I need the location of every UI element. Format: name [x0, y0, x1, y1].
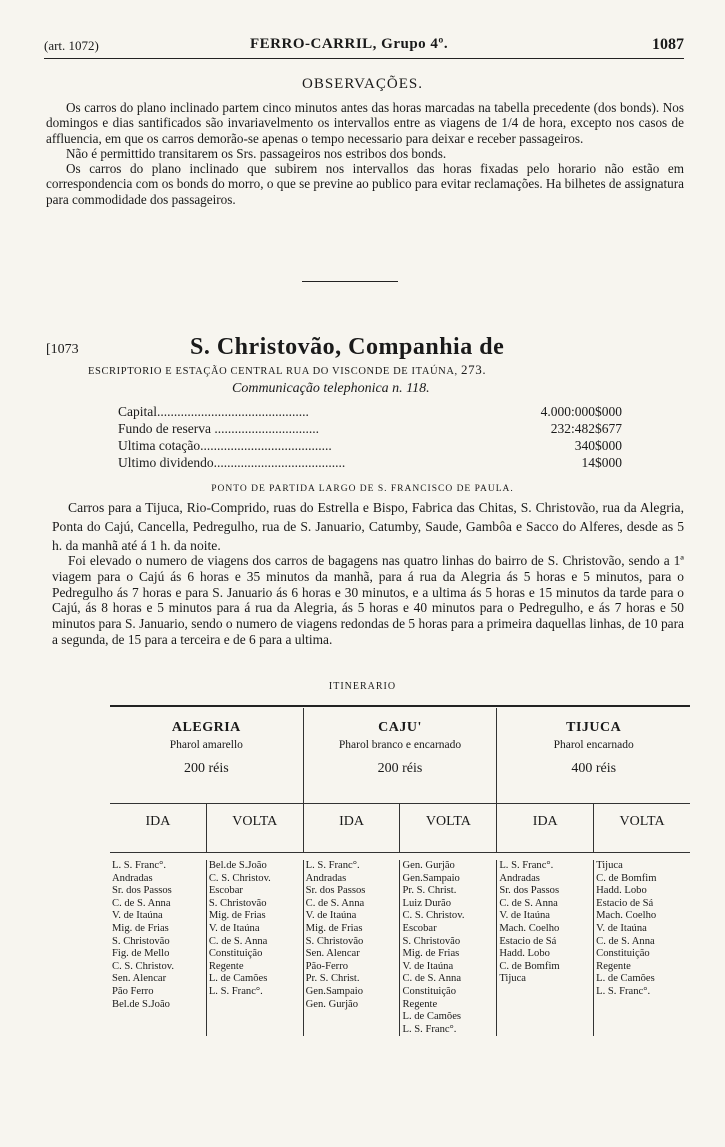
stop-name: Estacio de Sá: [596, 897, 654, 909]
stop-name: V. de Itaúna: [402, 960, 454, 972]
direction-headers: [110, 804, 690, 852]
stop-name: Constituição: [208, 948, 263, 960]
stop-name: Bel.de S.João: [112, 998, 170, 1010]
stop-name: C. S. Christov.: [402, 910, 465, 922]
stop-name: Gen. Gurjão: [402, 860, 455, 871]
route-price: 400 réis: [571, 761, 617, 776]
stop-name: L. S. Franc°.: [596, 985, 651, 997]
stop-name: Gen.Sampaio: [402, 872, 460, 884]
stops-column: [400, 860, 497, 1036]
stop-name: Mig. de Frias: [402, 948, 460, 960]
route-pharol: Pharol amarello: [169, 739, 243, 751]
route-headers: [110, 708, 690, 804]
route-price: 200 réis: [377, 761, 423, 776]
stop-name: V. de Itaúna: [596, 922, 647, 934]
direction-volta: VOLTA: [400, 804, 497, 852]
finance-row: [118, 438, 622, 455]
stop-name: Mach. Coelho: [499, 922, 560, 934]
stop-name: Sr. dos Passos: [305, 885, 366, 897]
stop-name: S. Christovão: [208, 897, 267, 909]
departure-point: PONTO DE PARTIDA LARGO DE S. FRANCISCO DE PAULA.: [211, 484, 514, 494]
stop-name: C. de S. Anna: [402, 973, 462, 985]
address-number: 273.: [461, 362, 487, 377]
stop-name: Tijuca: [596, 860, 623, 871]
stop-name: Escobar: [402, 922, 437, 934]
stop-name: Mig. de Frias: [305, 922, 363, 934]
observation-paragraph: Os carros do plano inclinado partem cinco minutos antes das horas marcadas na tabella precedente (dos bonds). Nos domingos e dias santificados são invariavelmento os intervallos entre as viagens de 1/4 de hora, excepto nos casos de affluencia, em que os carros demorão-se apenas o tempo necessario para deixar e receber passageiros.: [46, 100, 684, 146]
observation-paragraph: Os carros do plano inclinado que subirem nos intervallos das horas fixadas pelo horario não estão em correspondencia com os bonds do morro, o que se previne ao publico para evitar reclamações. Ha bilhetes de assignatura para commodidade dos passageiros.: [46, 161, 684, 207]
stop-name: Sr. dos Passos: [112, 885, 172, 897]
header-rule: [44, 58, 684, 59]
stop-name: Sen. Alencar: [112, 973, 167, 985]
stop-name: Constituição: [596, 948, 650, 960]
stop-name: V. de Itaúna: [305, 910, 357, 922]
stop-name: Regente: [402, 998, 438, 1010]
stop-name: Regente: [596, 960, 631, 972]
stop-name: L. de Camões: [402, 1011, 462, 1023]
finance-value: 340$000: [574, 438, 622, 453]
stop-name: V. de Itaúna: [112, 910, 163, 922]
finance-label: Fundo de reserva ...............................: [118, 421, 319, 436]
route-name: TIJUCA: [566, 720, 622, 735]
stop-name: Tijuca: [499, 973, 526, 985]
header-article-ref: (art. 1072): [44, 38, 99, 53]
direction-ida: IDA: [110, 804, 207, 852]
stops-column: [110, 860, 207, 1036]
stops-column: [207, 860, 304, 1036]
stop-name: Pão-Ferro: [305, 960, 349, 972]
finance-row: [118, 404, 622, 421]
stop-name: C. S. Christov.: [112, 960, 175, 972]
stop-name: L. de Camões: [596, 973, 655, 985]
stops-column: [594, 860, 690, 1036]
carros-text: Carros para a Tijuca, Rio-Comprido, ruas do Estrella e Bispo, Fabrica das Chitas, S. Christovão, rua da Alegria, Ponta do Cajú, Cancella, Pedregulho, rua de S. Januario, Catumby, Saude, Gambôa e Sacco do Alferes, desde as 5 h. da manhã até á 1 h. da noite.: [52, 500, 684, 553]
stop-name: L. S. Franc°.: [305, 860, 360, 871]
finance-value: 4.000:000$000: [540, 404, 622, 419]
stops-column: [497, 860, 594, 1036]
stop-name: C. de S. Anna: [596, 935, 655, 947]
stop-name: Pr. S. Christ.: [402, 885, 457, 897]
financial-summary: [118, 404, 622, 472]
section-divider: [302, 281, 398, 282]
direction-volta: VOLTA: [619, 814, 665, 829]
finance-value: 14$000: [581, 455, 622, 470]
stop-name: Andradas: [305, 872, 347, 884]
table-top-rule: [110, 705, 690, 707]
finance-label: Capital.............................................: [118, 404, 309, 419]
route-name: ALEGRIA: [171, 720, 241, 735]
stops-table: [110, 860, 690, 1036]
routes-paragraph: [52, 498, 684, 555]
schedule-paragraph: [52, 553, 684, 648]
itinerary-heading: ITINERARIO: [328, 681, 397, 692]
stop-name: Luiz Durão: [402, 897, 452, 909]
stop-name: Bel.de S.João: [208, 860, 267, 871]
stop-name: L. S. Franc°.: [112, 860, 166, 871]
article-number: [1073: [46, 342, 79, 357]
stop-name: Regente: [208, 960, 244, 972]
finance-label: Ultima cotação.......................................: [118, 438, 332, 453]
stop-name: C. de S. Anna: [208, 935, 268, 947]
stop-name: S. Christovão: [402, 935, 461, 947]
stop-name: L. S. Franc°.: [402, 1023, 457, 1035]
stop-name: Andradas: [499, 872, 540, 884]
route-price: 200 réis: [183, 761, 229, 776]
stop-name: C. S. Christov.: [208, 872, 271, 884]
page-number: 1087: [652, 36, 684, 53]
stop-name: Constituição: [402, 985, 457, 997]
stop-name: L. S. Franc°.: [499, 860, 554, 871]
observation-paragraph: Não é permittido transitarem os Srs. passageiros nos estribos dos bonds.: [66, 145, 447, 161]
stop-name: Mach. Coelho: [596, 910, 657, 922]
route-pharol: Pharol branco e encarnado: [338, 739, 462, 751]
stop-name: L. S. Franc°.: [208, 985, 263, 997]
stop-name: C. de S. Anna: [499, 897, 558, 909]
stop-name: S. Christovão: [112, 935, 170, 947]
stop-name: Sr. dos Passos: [499, 885, 560, 897]
running-header: [44, 36, 684, 58]
route-pharol: Pharol encarnado: [553, 739, 634, 751]
address-text: ESCRIPTORIO E ESTAÇÃO CENTRAL RUA DO VISCONDE DE ITAÚNA,: [88, 366, 458, 377]
route-alegria: [110, 708, 304, 804]
company-title: S. Christovão, Companhia de: [190, 334, 505, 360]
stop-name: Sen. Alencar: [305, 948, 360, 960]
stop-name: C. de Bomfim: [596, 872, 657, 884]
finance-value: 232:482$677: [550, 421, 622, 436]
finance-row: [118, 455, 622, 472]
finance-row: [118, 421, 622, 438]
route-caju: [304, 708, 498, 804]
route-name: CAJU': [378, 720, 422, 735]
finance-label: Ultimo dividendo.......................................: [118, 455, 346, 470]
telephone-line: Communicação telephonica n. 118.: [232, 381, 430, 396]
company-address: [88, 362, 678, 378]
stop-name: L. de Camões: [208, 973, 268, 985]
stop-name: V. de Itaúna: [499, 910, 551, 922]
stop-name: Hadd. Lobo: [499, 948, 550, 960]
direction-ida: IDA: [304, 804, 401, 852]
stop-name: Pão Ferro: [112, 985, 154, 997]
stops-column: [304, 860, 401, 1036]
table-direction-rule: [110, 852, 690, 853]
stop-name: Gen.Sampaio: [305, 985, 364, 997]
header-section-title: FERRO-CARRIL, Grupo 4º.: [250, 36, 449, 52]
direction-volta: VOLTA: [207, 804, 304, 852]
stop-name: Fig. de Mello: [112, 948, 170, 960]
stop-name: V. de Itaúna: [208, 922, 260, 934]
stop-name: C. de S. Anna: [112, 897, 171, 909]
direction-ida: IDA: [497, 804, 594, 852]
stop-name: C. de Bomfim: [499, 960, 560, 972]
stop-name: C. de S. Anna: [305, 897, 365, 909]
route-tijuca: [497, 708, 690, 804]
stop-name: S. Christovão: [305, 935, 364, 947]
observations-title: OBSERVAÇÕES.: [302, 76, 423, 92]
stop-name: Mig. de Frias: [112, 922, 169, 934]
elevado-text: Foi elevado o numero de viagens dos carros de bagagens nas quatro linhas do bairro de S. Christovão, sendo a 1ª viagem para o Cajú ás 6 horas e 35 minutos da manhã, para á rua da Alegria ás 5 horas e 5 minutos, para o Pedregulho ás 7 horas e para S. Januario ás 6 horas e 30 minutos, e a ultima ás 5 horas e 15 minutos da tarde para o Cajú, ás 8 horas e 5 minutos para á rua da Alegria, ás 5 horas e 40 minutos para o Pedregulho, e ás 7 horas e 50 minutos para S. Januario, sendo o numero de viagens redondas de 5 horas para a primeira daquellas linhas, de 10 para a segunda, de 15 para a terceira e de 6 para a ultima.: [52, 553, 684, 647]
observations-text: [46, 100, 684, 207]
stop-name: Gen. Gurjão: [305, 998, 359, 1010]
stop-name: Estacio de Sá: [499, 935, 557, 947]
stop-name: Pr. S. Christ.: [305, 973, 360, 985]
stop-name: Andradas: [112, 872, 153, 884]
stop-name: Mig. de Frias: [208, 910, 266, 922]
stop-name: Escobar: [208, 885, 243, 897]
stop-name: Hadd. Lobo: [596, 885, 647, 897]
